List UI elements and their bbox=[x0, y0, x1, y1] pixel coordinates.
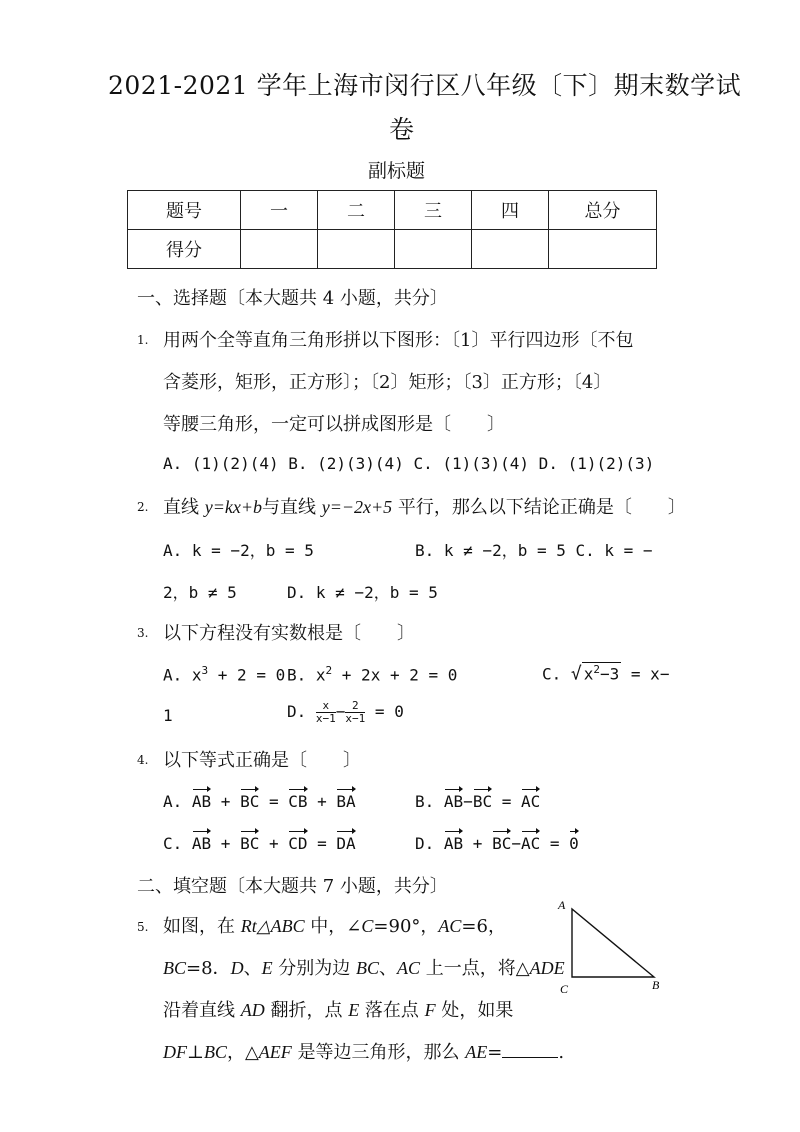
answer-options: A. (1)(2)(4) B. (2)(3)(4) C. (1)(3)(4) D. (1)(2)(3) bbox=[163, 454, 655, 473]
answer-option-bc: B. k ≠ −2，b = 5 C. k = − bbox=[415, 541, 653, 560]
question-text: 沿着直线 AD 翻折，点 E 落在点 F 处，如果 bbox=[163, 1000, 514, 1021]
question-number: 5. bbox=[137, 920, 149, 934]
answer-option-c-cont: 2，b ≠ 5 bbox=[163, 583, 237, 602]
table-cell: 三 bbox=[395, 191, 472, 230]
subtitle: 副标题 bbox=[368, 160, 426, 182]
question-text: 如图，在 Rt△ABC 中，∠C=90°，AC=6， bbox=[163, 916, 506, 937]
vertex-label-c: C bbox=[560, 982, 569, 996]
table-cell: 总分 bbox=[549, 191, 657, 230]
answer-option-d: D. k ≠ −2，b = 5 bbox=[287, 583, 438, 602]
answer-option-b: B. AB−BC = AC bbox=[415, 792, 541, 811]
question-text: 以下等式正确是〔 〕 bbox=[163, 750, 361, 771]
answer-option-a: A. k = −2，b = 5 bbox=[163, 541, 314, 560]
answer-option-d: D. $\frac{x}{x-1}$ − $\frac{2}{x-1}$ = 0 bbox=[287, 699, 404, 725]
answer-option-c-cont: 1 bbox=[163, 706, 173, 725]
question-number: 1. bbox=[137, 333, 149, 347]
vertex-label-a: A bbox=[558, 898, 566, 912]
question-text: DF⊥BC，△AEF 是等边三角形，那么 AE= . bbox=[163, 1042, 565, 1063]
table-cell: 得分 bbox=[128, 230, 241, 269]
answer-blank bbox=[502, 1057, 558, 1058]
score-cell bbox=[549, 230, 657, 269]
table-cell: 二 bbox=[318, 191, 395, 230]
answer-option-a: A. AB + BC = CB + BA bbox=[163, 792, 356, 811]
answer-option-d: D. AB + BC−AC = 0 bbox=[415, 834, 579, 853]
question-text: 以下方程没有实数根是〔 〕 bbox=[163, 623, 415, 644]
section-heading-choice: 一、选择题〔本大题共 4 小题，共分〕 bbox=[137, 288, 448, 309]
table-row bbox=[128, 230, 657, 269]
section-heading-fill: 二、填空题〔本大题共 7 小题，共分〕 bbox=[137, 876, 448, 897]
answer-option-a: A. $x^3 + 2 = 0$ bbox=[163, 664, 286, 685]
triangle-figure bbox=[548, 895, 668, 1000]
question-number: 3. bbox=[137, 626, 149, 640]
question-text: 用两个全等直角三角形拼以下图形：〔1〕平行四边形〔不包 bbox=[163, 330, 634, 351]
score-table bbox=[127, 190, 657, 269]
page-title-cont: 卷 bbox=[389, 115, 415, 144]
page-title: 2021-2021 学年上海市闵行区八年级〔下〕期末数学试 bbox=[108, 71, 742, 100]
table-row bbox=[128, 191, 657, 230]
score-cell bbox=[472, 230, 549, 269]
question-text: 直线 y=kx+b与直线 y=−2x+5 平行，那么以下结论正确是〔 〕 bbox=[163, 497, 686, 518]
question-text: BC=8．D、E 分别为边 BC、AC 上一点，将△ADE bbox=[163, 958, 565, 979]
question-number: 2. bbox=[137, 500, 149, 514]
answer-option-b: B. $x^2 + 2x + 2 = 0$ bbox=[287, 664, 458, 685]
triangle-shape bbox=[572, 909, 654, 977]
question-number: 4. bbox=[137, 753, 149, 767]
answer-option-c: C. √ $x^2-3 = x-$ bbox=[542, 663, 670, 685]
table-cell: 一 bbox=[241, 191, 318, 230]
score-cell bbox=[395, 230, 472, 269]
question-text: 含菱形，矩形，正方形〕；〔2〕矩形；〔3〕正方形；〔4〕 bbox=[163, 372, 612, 393]
score-cell bbox=[318, 230, 395, 269]
table-cell: 四 bbox=[472, 191, 549, 230]
table-cell: 题号 bbox=[128, 191, 241, 230]
answer-option-c: C. AB + BC + CD = DA bbox=[163, 834, 356, 853]
vertex-label-b: B bbox=[652, 978, 660, 992]
question-text: 等腰三角形，一定可以拼成图形是〔 〕 bbox=[163, 414, 505, 435]
score-cell bbox=[241, 230, 318, 269]
